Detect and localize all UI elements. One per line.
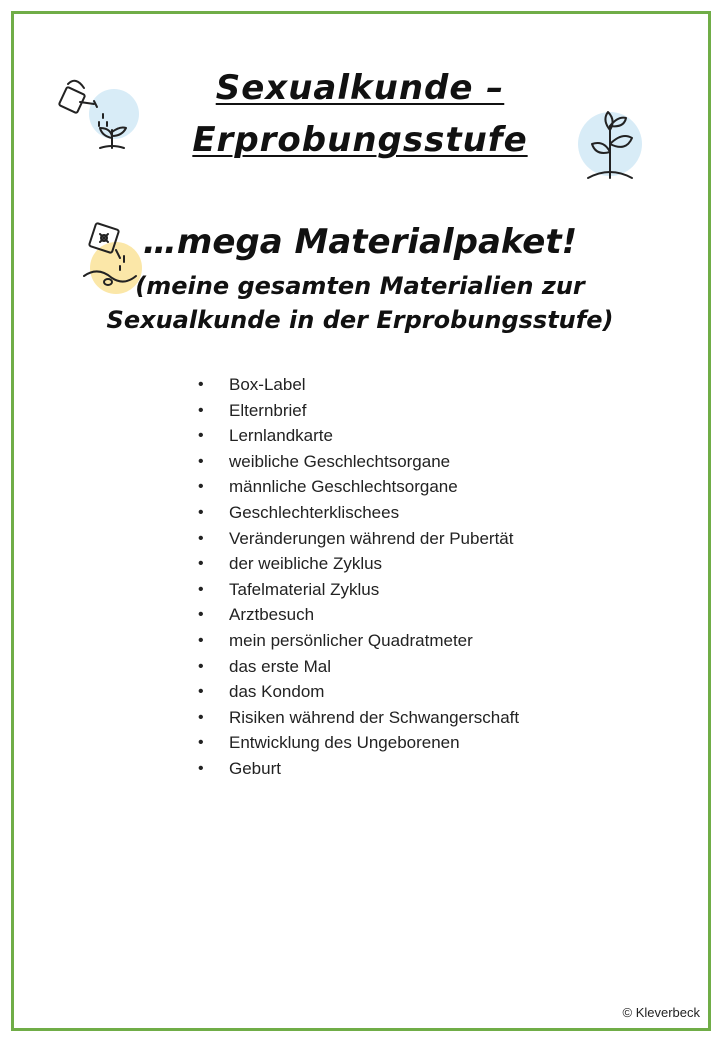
sprout-icon: [570, 104, 650, 186]
page-title-line-2: Erprobungsstufe: [192, 120, 528, 160]
list-item: • Arztbesuch: [198, 602, 519, 628]
list-item: • Veränderungen während der Pubertät: [198, 526, 519, 552]
list-item: • Lernlandkarte: [198, 423, 519, 449]
list-item: • das Kondom: [198, 679, 519, 705]
list-item: • Entwicklung des Ungeborenen: [198, 730, 519, 756]
list-item: • Elternbrief: [198, 398, 519, 424]
material-list: [198, 372, 519, 782]
subtitle-line-2: Sexualkunde in der Erprobungsstufe): [106, 306, 614, 334]
list-item: • mein persönlicher Quadratmeter: [198, 628, 519, 654]
list-item: • Box-Label: [198, 372, 519, 398]
page-title-line-1: Sexualkunde –: [215, 68, 505, 108]
list-item: • Geburt: [198, 756, 519, 782]
list-item: • Geschlechterklischees: [198, 500, 519, 526]
list-item: • Tafelmaterial Zyklus: [198, 577, 519, 603]
list-item: • der weibliche Zyklus: [198, 551, 519, 577]
headline: …mega Materialpaket!: [142, 222, 578, 262]
copyright-notice: © Kleverbeck: [622, 1005, 700, 1020]
list-item: • männliche Geschlechtsorgane: [198, 474, 519, 500]
subtitle-line-1: (meine gesamten Materialien zur: [135, 272, 585, 300]
list-item: • das erste Mal: [198, 654, 519, 680]
list-item: • Risiken während der Schwangerschaft: [198, 705, 519, 731]
watering-can-icon: [56, 72, 142, 152]
list-item: • weibliche Geschlechtsorgane: [198, 449, 519, 475]
